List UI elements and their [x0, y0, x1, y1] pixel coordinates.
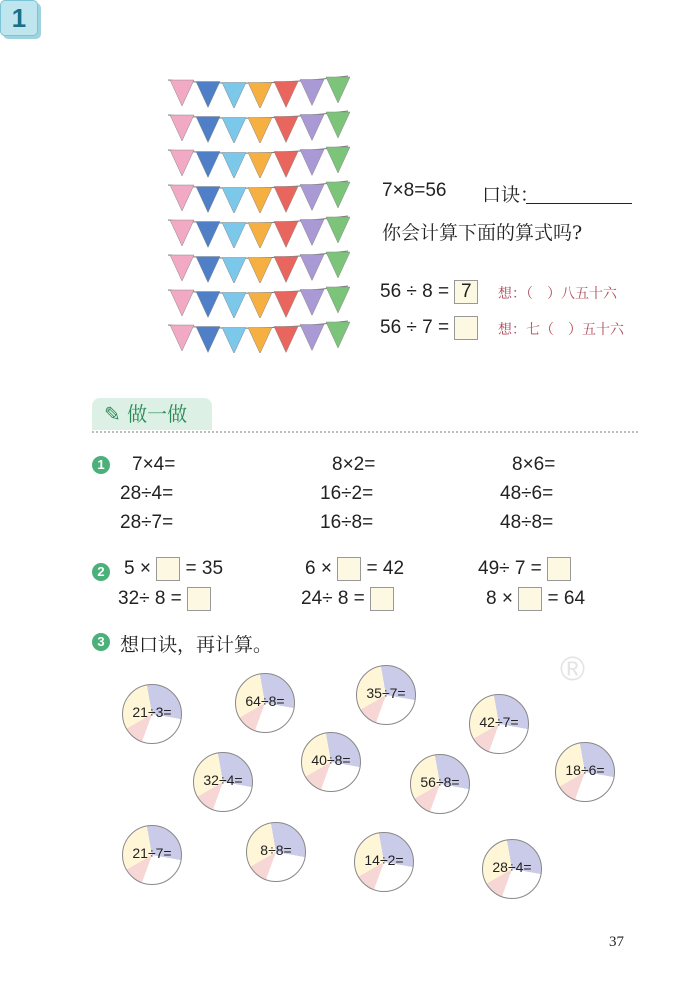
q1-number: 1: [92, 456, 110, 474]
ball-expr: 56÷8=: [420, 774, 460, 790]
ball-problem: [193, 752, 253, 812]
ball-problem: [555, 742, 615, 802]
bunting-row: [166, 319, 350, 353]
q2-left: 5 ×: [124, 558, 151, 580]
ball-problem: [235, 673, 295, 733]
ball-expr: 21÷7=: [132, 845, 172, 861]
flag: [326, 252, 350, 278]
q2-item: [486, 587, 585, 611]
q2-left: 32÷ 8 =: [118, 588, 182, 610]
q2-item: [118, 587, 211, 611]
q3-number: 3: [92, 633, 110, 651]
flag: [196, 222, 220, 248]
section-title: 做一做: [127, 402, 188, 426]
flag: [248, 258, 272, 284]
question: 你会计算下面的算式吗?: [382, 222, 583, 244]
page-number: 37: [609, 934, 624, 950]
flag: [222, 257, 246, 283]
ball-problem: [356, 665, 416, 725]
koujue-label: 口诀：: [482, 184, 540, 206]
ball-expr: 18÷6=: [565, 762, 605, 778]
hint-1: 想：（ ）八五十六: [498, 286, 617, 302]
q2-item: [305, 557, 404, 581]
answer-box[interactable]: [370, 587, 394, 611]
flag: [196, 82, 220, 108]
q1-item: 16÷8=: [320, 512, 374, 533]
example-row-2: [380, 316, 478, 340]
q2-right: = 42: [366, 558, 405, 580]
flag: [196, 187, 220, 213]
ball-expr: 14÷2=: [364, 852, 404, 868]
expr: 56 ÷ 8 =: [380, 281, 450, 303]
answer-box[interactable]: 7: [454, 280, 478, 304]
section-header: [92, 398, 212, 430]
flag: [300, 325, 324, 351]
ball-expr: 35÷7=: [366, 685, 406, 701]
flag: [326, 147, 350, 173]
bunting-row: [166, 74, 350, 108]
flag: [170, 325, 194, 351]
flag: [170, 80, 194, 106]
bunting-row: [166, 109, 350, 143]
flag: [326, 77, 350, 103]
flag: [274, 151, 298, 177]
expr: 56 ÷ 7 =: [380, 317, 450, 339]
example-row-1: [380, 280, 478, 304]
flag: [170, 220, 194, 246]
q1-item: 48÷6=: [500, 483, 554, 504]
flag: [300, 220, 324, 246]
q2-item: [301, 587, 394, 611]
flag: [326, 287, 350, 313]
flag: [196, 292, 220, 318]
koujue-blank[interactable]: [526, 203, 632, 204]
flag: [222, 327, 246, 353]
q1-item: 7×4=: [132, 454, 176, 475]
q1-item: 8×6=: [512, 454, 556, 475]
bunting-row: [166, 214, 350, 248]
q1-item: 28÷4=: [120, 483, 174, 504]
q2-left: 24÷ 8 =: [301, 588, 365, 610]
ball-problem: [482, 839, 542, 899]
bunting-row: [166, 249, 350, 283]
flag: [222, 187, 246, 213]
q3-text: 想口诀，再计算。: [120, 634, 273, 656]
example-number-badge: 1: [0, 0, 38, 36]
q1-item: 16÷2=: [320, 483, 374, 504]
q2-item: [478, 557, 571, 581]
q2-left: 6 ×: [305, 558, 332, 580]
ball-problem: [246, 822, 306, 882]
ball-expr: 8÷8=: [260, 842, 292, 858]
flag: [274, 256, 298, 282]
answer-box[interactable]: [156, 557, 180, 581]
ball-expr: 21÷3=: [132, 704, 172, 720]
q2-right: = 35: [185, 558, 224, 580]
answer-box[interactable]: [454, 316, 478, 340]
q1-item: 28÷7=: [120, 512, 174, 533]
pencil-icon: ✎: [104, 402, 121, 426]
ball-expr: 64÷8=: [245, 693, 285, 709]
flag: [248, 118, 272, 144]
answer-box[interactable]: [547, 557, 571, 581]
q2-left: 8 ×: [486, 588, 513, 610]
answer-box[interactable]: [518, 587, 542, 611]
flag: [170, 115, 194, 141]
bunting-row: [166, 144, 350, 178]
flag: [222, 152, 246, 178]
flag: [222, 82, 246, 108]
q1-item: 8×2=: [332, 454, 376, 475]
flag: [248, 153, 272, 179]
flag: [300, 115, 324, 141]
bunting-row: [166, 179, 350, 213]
flag: [274, 116, 298, 142]
ball-problem: [469, 694, 529, 754]
flag: [196, 117, 220, 143]
ball-expr: 40÷8=: [311, 752, 351, 768]
flag: [248, 83, 272, 109]
flag: [300, 80, 324, 106]
q2-number: 2: [92, 563, 110, 581]
flag: [326, 322, 350, 348]
flag: [300, 185, 324, 211]
ball-expr: 32÷4=: [203, 772, 243, 788]
equation: 7×8=56: [382, 180, 447, 201]
flag: [326, 217, 350, 243]
q2-left: 49÷ 7 =: [478, 558, 542, 580]
flag: [326, 112, 350, 138]
q2-right: = 64: [547, 588, 586, 610]
flag: [274, 291, 298, 317]
flag: [274, 326, 298, 352]
flag: [196, 152, 220, 178]
flag: [222, 117, 246, 143]
answer-box[interactable]: [187, 587, 211, 611]
flag: [326, 182, 350, 208]
hint-2: 想：七（ ）五十六: [498, 322, 624, 338]
flag: [222, 292, 246, 318]
q1-item: 48÷8=: [500, 512, 554, 533]
flag: [300, 290, 324, 316]
flag: [248, 293, 272, 319]
ball-problem: [301, 732, 361, 792]
bunting-row: [166, 284, 350, 318]
flag: [300, 255, 324, 281]
flag: [248, 188, 272, 214]
flag: [170, 290, 194, 316]
flag: [170, 150, 194, 176]
flag: [170, 255, 194, 281]
flag: [300, 150, 324, 176]
dotted-divider: [92, 431, 638, 433]
flag: [274, 186, 298, 212]
flag: [274, 221, 298, 247]
ball-problem: [122, 825, 182, 885]
ball-problem: [122, 684, 182, 744]
ball-expr: 28÷4=: [492, 859, 532, 875]
ball-expr: 42÷7=: [479, 714, 519, 730]
ball-problem: [354, 832, 414, 892]
flag: [222, 222, 246, 248]
flag: [248, 328, 272, 354]
watermark: ®: [560, 650, 586, 688]
ball-problem: [410, 754, 470, 814]
flag: [196, 257, 220, 283]
answer-box[interactable]: [337, 557, 361, 581]
flag: [196, 327, 220, 353]
flag: [274, 81, 298, 107]
q2-item: [124, 557, 223, 581]
flag: [170, 185, 194, 211]
flag: [248, 223, 272, 249]
